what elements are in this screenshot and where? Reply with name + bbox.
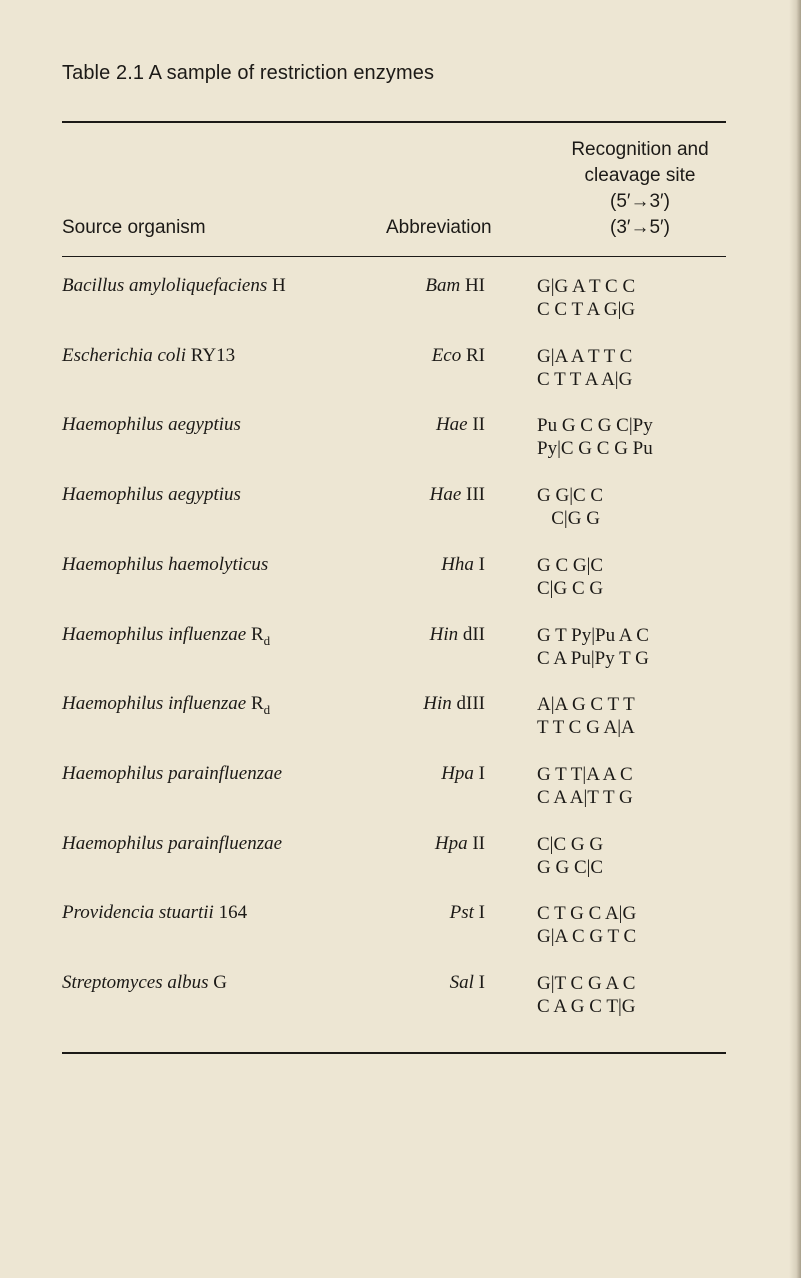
abbreviation-prefix: Hpa	[441, 762, 474, 784]
abbreviation-suffix: I	[473, 553, 485, 575]
table-row	[0, 763, 801, 823]
abbreviation-prefix: Pst	[449, 902, 474, 924]
header-recognition-site	[540, 137, 740, 241]
table-row	[0, 275, 801, 335]
table-row	[0, 484, 801, 544]
site-top-strand: G|A A T T C	[537, 345, 633, 367]
recognition-site-cell	[537, 902, 636, 948]
site-top-strand: G T T|A A C	[537, 763, 633, 785]
abbreviation-prefix: Sal	[449, 972, 474, 993]
organism-strain: G	[208, 972, 228, 993]
table-caption: Table 2.1 A sample of restriction enzymes	[62, 62, 435, 84]
site-top-strand: Pu G C G C|Py	[537, 415, 653, 437]
organism-genus-species: Haemophilus aegyptius	[62, 414, 241, 436]
organism-strain: $R_d$	[246, 693, 271, 717]
organism-genus-species: Haemophilus haemolyticus	[62, 553, 269, 575]
table-row	[0, 554, 801, 614]
abbreviation-suffix: I	[473, 902, 485, 924]
source-organism-cell	[62, 693, 270, 721]
header-recognition-line1: Recognition and	[571, 139, 709, 160]
abbreviation-suffix: II	[467, 414, 485, 436]
site-bottom-strand: C C T A G|G	[537, 299, 636, 320]
organism-strain: H	[267, 275, 286, 296]
abbreviation-prefix: Hae	[435, 414, 468, 436]
site-bottom-strand: C A A|T T G	[537, 786, 633, 808]
abbreviation-cell	[380, 624, 485, 646]
abbreviation-suffix: dII	[458, 623, 485, 645]
abbreviation-prefix: Hae	[429, 484, 462, 506]
recognition-site-cell	[537, 833, 603, 879]
abbreviation-cell	[380, 345, 485, 367]
recognition-site-cell	[537, 414, 653, 460]
strain-subscript: d	[263, 632, 271, 648]
site-top-strand: G|T C G A C	[537, 973, 636, 994]
organism-genus-species: Haemophilus aegyptius	[62, 484, 241, 506]
source-organism-cell	[62, 484, 241, 506]
recognition-site-cell	[537, 275, 635, 321]
header-recognition-line4: (3′→5′)	[610, 217, 670, 238]
site-bottom-strand: C|G C G	[537, 577, 604, 599]
abbreviation-prefix: Eco	[431, 344, 462, 366]
source-organism-cell	[62, 902, 247, 924]
header-source-organism: Source organism	[62, 217, 206, 238]
abbreviation-cell	[380, 693, 485, 715]
bottom-rule	[62, 1052, 726, 1054]
organism-genus-species: Bacillus amyloliquefaciens	[62, 275, 268, 296]
abbreviation-suffix: III	[461, 484, 485, 506]
table-row	[0, 902, 801, 962]
strain-subscript: d	[263, 701, 271, 717]
header-recognition-line3: (5′→3′)	[610, 191, 670, 212]
abbreviation-cell	[380, 554, 485, 576]
abbreviation-cell	[380, 275, 485, 297]
source-organism-cell	[62, 275, 286, 297]
abbreviation-suffix: HI	[460, 275, 485, 296]
recognition-site-cell	[537, 554, 603, 600]
site-bottom-strand: Py|C G C G Pu	[537, 438, 653, 460]
source-organism-cell	[62, 833, 282, 855]
table-row	[0, 624, 801, 684]
recognition-site-cell	[537, 345, 632, 391]
table-row	[0, 693, 801, 753]
abbreviation-prefix: Bam	[425, 275, 461, 296]
top-rule	[62, 121, 726, 123]
organism-genus-species: Haemophilus parainfluenzae	[62, 832, 283, 854]
abbreviation-suffix: RI	[461, 344, 485, 366]
header-rule	[62, 256, 726, 257]
table-row	[0, 972, 801, 1032]
abbreviation-suffix: I	[473, 762, 485, 784]
organism-genus-species: Haemophilus influenzae	[62, 623, 247, 645]
site-top-strand: G T Py|Pu A C	[537, 624, 649, 646]
abbreviation-cell	[380, 414, 485, 436]
site-top-strand: G G|C C	[537, 485, 604, 507]
source-organism-cell	[62, 972, 227, 994]
abbreviation-suffix: I	[473, 972, 485, 993]
organism-genus-species: Providencia stuartii	[62, 902, 214, 924]
abbreviation-cell	[380, 763, 485, 785]
abbreviation-cell	[380, 902, 485, 924]
site-bottom-strand: G G C|C	[537, 856, 604, 878]
recognition-site-cell	[537, 763, 633, 809]
site-top-strand: G|G A T C C	[537, 276, 636, 297]
organism-genus-species: Streptomyces albus	[62, 972, 209, 993]
site-bottom-strand: T T C G A|A	[537, 717, 635, 739]
abbreviation-suffix: II	[467, 832, 485, 854]
abbreviation-prefix: Hpa	[434, 832, 468, 854]
table-row	[0, 414, 801, 474]
site-bottom-strand: C T T A A|G	[537, 368, 633, 390]
header-abbreviation: Abbreviation	[386, 217, 492, 238]
organism-strain: RY13	[186, 344, 236, 366]
abbreviation-prefix: Hin	[423, 693, 452, 715]
organism-strain: $R_d$	[246, 623, 271, 648]
site-bottom-strand: C A Pu|Py T G	[537, 647, 649, 669]
organism-genus-species: Haemophilus influenzae	[62, 693, 247, 715]
recognition-site-cell	[537, 484, 603, 530]
organism-strain: 164	[213, 902, 248, 924]
source-organism-cell	[62, 624, 270, 652]
source-organism-cell	[62, 414, 241, 436]
site-bottom-strand: G|A C G T C	[537, 926, 637, 948]
recognition-site-cell	[537, 972, 635, 1018]
organism-genus-species: Escherichia coli	[62, 344, 186, 366]
abbreviation-cell	[380, 833, 485, 855]
site-top-strand: A|A G C T T	[537, 694, 635, 716]
recognition-site-cell	[537, 624, 649, 670]
site-top-strand: C|C G G	[537, 833, 604, 855]
abbreviation-prefix: Hin	[429, 623, 459, 645]
organism-genus-species: Haemophilus parainfluenzae	[62, 762, 283, 784]
site-bottom-strand: C A G C T|G	[537, 996, 636, 1017]
site-top-strand: G C G|C	[537, 554, 604, 576]
abbreviation-prefix: Hha	[441, 553, 474, 575]
header-recognition-line2: cleavage site	[584, 165, 696, 186]
table-row	[0, 833, 801, 893]
source-organism-cell	[62, 763, 282, 785]
table-row	[0, 345, 801, 405]
abbreviation-cell	[380, 484, 485, 506]
source-organism-cell	[62, 345, 235, 367]
site-bottom-strand: C|G G	[537, 508, 600, 530]
abbreviation-cell	[380, 972, 485, 994]
source-organism-cell	[62, 554, 268, 576]
site-top-strand: C T G C A|G	[537, 903, 637, 925]
recognition-site-cell	[537, 693, 635, 739]
abbreviation-suffix: dIII	[451, 693, 485, 715]
